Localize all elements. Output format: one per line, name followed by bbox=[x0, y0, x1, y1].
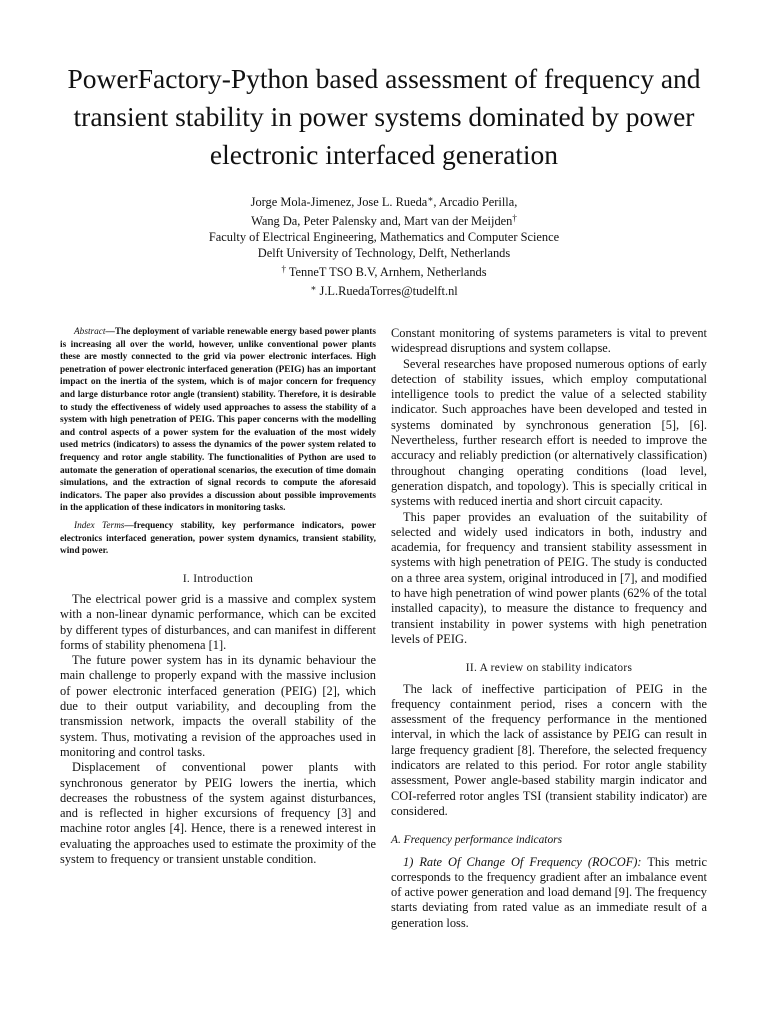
intro-paragraph-4: Constant monitoring of systems parameters is vital to prevent widespread disruptions and system collapse. bbox=[391, 326, 707, 356]
paper-title: PowerFactory-Python based assessment of frequency and transient stability in power systems dominated by power electronic interfaced generation bbox=[67, 63, 701, 170]
affiliation-tennet: † TenneT TSO B.V, Arnhem, Netherlands bbox=[281, 264, 487, 279]
index-terms: Index Terms—frequency stability, key performance indicators, power electronics interfaced generation, power system dynamics, transient stability, wind power. bbox=[60, 520, 376, 557]
author-block bbox=[40, 191, 728, 299]
affiliation-university: Delft University of Technology, Delft, Netherlands bbox=[257, 246, 511, 260]
section-heading-review: II. A review on stability indicators bbox=[465, 662, 633, 675]
intro-paragraph-2: The future power system has in its dynamic behaviour the main challenge to properly expand with the massive inclusion of power electronic interfaced generation (PEIG) [2], which due to their output variability, and decoupling from the transmission network, impacts the overall stability of the system. Thus, motivating a revision of the approaches used in monitoring and control tasks. bbox=[60, 653, 376, 759]
corresponding-email: ∗ J.L.RuedaTorres@tudelft.nl bbox=[310, 283, 458, 298]
intro-paragraph-3: Displacement of conventional power plants with synchronous generator by PEIG lowers the inertia, which decreases the robustness of the system against disturbances, and is reflected in higher excursions of frequency [3] and machine rotor angles [4]. Hence, there is a renewed interest in evaluating the approaches used to estimate the proximity of the system to frequency or transient unstable condition. bbox=[60, 760, 376, 867]
review-paragraph-1: The lack of ineffective participation of PEIG in the frequency containment period, rises a concern with the assessment of the frequency performance in the mentioned interval, in which the lack of assistance by PEIG can result in large frequency gradient [8]. Therefore, the selected frequency indicators are related to this period. For rotor angle stability assessment, Power angle-based stability margin indicator and COI-referred rotor angles TSI (transient stability indicator) are considered. bbox=[391, 681, 707, 818]
rocof-paragraph: 1) Rate Of Change Of Frequency (ROCOF): This metric corresponds to the frequency gradient after an imbalance event of active power generation and load demand [9]. The frequency starts deviating from rated value as an immediate result of a generation loss. bbox=[391, 854, 707, 930]
subsection-heading-frequency-indicators: A. Frequency performance indicators bbox=[391, 834, 563, 847]
intro-paragraph-1: The electrical power grid is a massive and complex system with a non-linear dynamic performance, which can be excited by different types of disturbances, and can manifest in different forms of stability phenomena [1]. bbox=[60, 591, 376, 652]
author-line-1: Jorge Mola-Jimenez, Jose L. Rueda∗, Arcadio Perilla, bbox=[250, 194, 518, 209]
affiliation-faculty: Faculty of Electrical Engineering, Mathematics and Computer Science bbox=[208, 230, 560, 244]
author-line-2: Wang Da, Peter Palensky and, Mart van der Meijden† bbox=[251, 213, 517, 228]
right-column bbox=[391, 326, 707, 931]
left-column bbox=[60, 326, 376, 867]
abstract: Abstract—The deployment of variable renewable energy based power plants is increasing all over the world, however, unlike conventional power plants these are mostly connected to the grid via power electronic interfaces. High penetration of power electronic interfaced generation (PEIG) has an important impact on the inertia of the system, which is of major concern for frequency and large disturbance rotor angle (transient) stability. Therefore, it is desirable to study the effectiveness of widely used approaches to assess the stability of a system with high penetration of PEIG. This paper concerns with the modelling and control aspects of a power system for the evaluation of the most widely used metrics (indicators) to assess the dynamics of the power system related to frequency and rotor angle stability. The functionalities of Python are used to automate the generation of operational scenarios, the execution of time domain simulations, and the extraction of signal records to compute the aforesaid indicators. The paper also provides a discussion about possible improvements in the application of these indicators in monitoring tasks. bbox=[60, 327, 376, 514]
intro-paragraph-5: Several researches have proposed numerous options of early detection of stability issues, which employ computational intelligence tools to predict the value of a selected stability indicator. Such approaches have been developed and tested in systems dominated by synchronous generation [5], [6]. Nevertheless, further research effort is needed to improve the accuracy and reliably prediction (or alternatively classification) throughout changing operating conditions (load level, generation dispatch, and topology). This is specially critical in systems with reduced inertia and short circuit capacity. bbox=[391, 356, 707, 509]
intro-paragraph-6: This paper provides an evaluation of the suitability of selected and widely used indicators in both, industry and academia, for frequency and transient stability assessment in systems with high penetration of PEIG. The study is conducted on a three area system, original introduced in [7], and modified to have high penetration of wind power plants (62% of the total installed capacity), to measure the distance to frequency and transient instability in power systems with high penetration levels of PEIG. bbox=[391, 509, 707, 646]
section-heading-introduction: I. Introduction bbox=[182, 572, 254, 585]
